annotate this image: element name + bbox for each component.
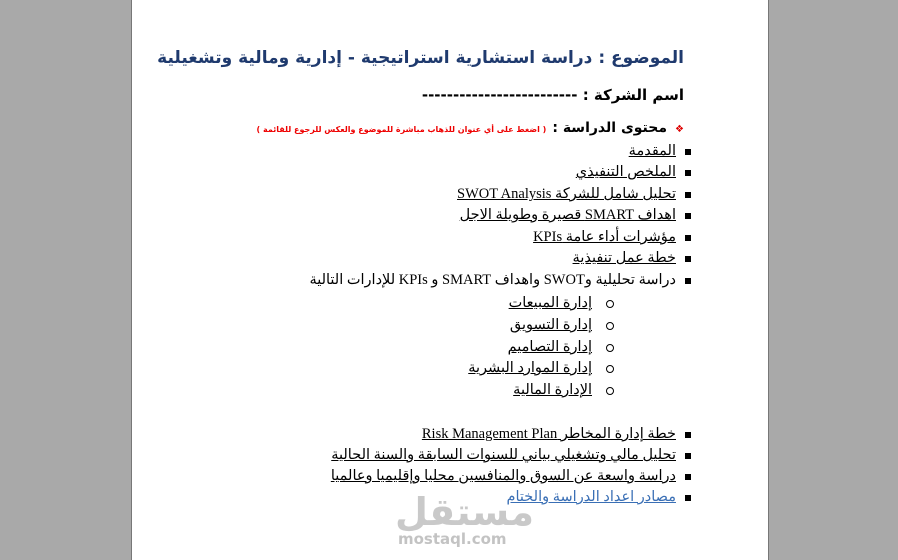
circle-bullet-icon: [606, 365, 614, 373]
toc-link[interactable]: إدارة المبيعات: [508, 295, 592, 311]
toc-item[interactable]: [457, 186, 676, 203]
toc-item[interactable]: [629, 143, 676, 160]
document-title: الموضوع : دراسة استشارية استراتيجية - إدارية ومالية وتشغيلية: [157, 48, 684, 68]
watermark-logo: مستقل: [395, 490, 534, 534]
contents-hint: ( اضغط على أي عنوان للذهاب مباشرة للموضوع والعكس للرجوع للقائمة ): [256, 125, 547, 134]
diamond-bullet-icon: ❖: [675, 124, 684, 135]
document-page: [131, 0, 769, 560]
contents-heading: [257, 120, 684, 136]
square-bullet-icon: [685, 474, 691, 480]
square-bullet-icon: [685, 213, 691, 219]
circle-bullet-icon: [606, 300, 614, 308]
toc-link[interactable]: الإدارة المالية: [513, 382, 592, 398]
square-bullet-icon: [685, 495, 691, 501]
toc-link[interactable]: تحليل شامل للشركة SWOT Analysis: [457, 186, 676, 202]
square-bullet-icon: [685, 149, 691, 155]
toc-link[interactable]: إدارة التسويق: [509, 317, 592, 333]
watermark-site: mostaql.com: [398, 530, 507, 548]
toc-item[interactable]: [573, 250, 676, 267]
toc-link[interactable]: تحليل مالي وتشغيلي بياني للسنوات السابقة والسنة الحالية: [331, 447, 676, 463]
toc-link[interactable]: الملخص التنفيذي: [575, 164, 676, 180]
toc-link[interactable]: إدارة الموارد البشرية: [468, 360, 592, 376]
toc-text: دراسة تحليلية وSWOT واهداف SMART و KPIs للإدارات التالية: [309, 272, 676, 288]
square-bullet-icon: [685, 432, 691, 438]
toc-item: [309, 272, 676, 289]
toc-link[interactable]: إدارة التصاميم: [507, 339, 592, 355]
contents-label: محتوى الدراسة :: [552, 120, 668, 136]
toc-subitem[interactable]: [513, 382, 592, 399]
toc-link[interactable]: مصادر اعداد الدراسة والختام: [506, 489, 676, 505]
toc-link[interactable]: خطة عمل تنفيذية: [572, 250, 676, 266]
square-bullet-icon: [685, 256, 691, 262]
toc-link[interactable]: خطة إدارة المخاطر Risk Management Plan: [421, 426, 676, 442]
toc-subitem[interactable]: [509, 295, 592, 312]
circle-bullet-icon: [606, 387, 614, 395]
circle-bullet-icon: [606, 344, 614, 352]
square-bullet-icon: [685, 170, 691, 176]
square-bullet-icon: [685, 278, 691, 284]
toc-item[interactable]: [533, 229, 676, 246]
toc-item[interactable]: [331, 468, 676, 485]
company-name-line: اسم الشركة : -------------------------: [421, 86, 684, 104]
toc-subitem[interactable]: [468, 360, 592, 377]
toc-link[interactable]: مؤشرات أداء عامة KPIs: [533, 229, 676, 245]
toc-item[interactable]: [331, 447, 676, 464]
toc-item[interactable]: [460, 207, 676, 224]
circle-bullet-icon: [606, 322, 614, 330]
toc-link[interactable]: اهداف SMART قصيرة وطويلة الاجل: [459, 207, 676, 223]
toc-subitem[interactable]: [508, 339, 592, 356]
toc-item[interactable]: [422, 426, 676, 443]
square-bullet-icon: [685, 235, 691, 241]
toc-link[interactable]: دراسة واسعة عن السوق والمنافسين محليا وإقليميا وعالميا: [330, 468, 676, 484]
toc-link[interactable]: المقدمة: [628, 143, 676, 159]
toc-subitem[interactable]: [510, 317, 592, 334]
square-bullet-icon: [685, 453, 691, 459]
square-bullet-icon: [685, 192, 691, 198]
toc-item[interactable]: [576, 164, 676, 181]
